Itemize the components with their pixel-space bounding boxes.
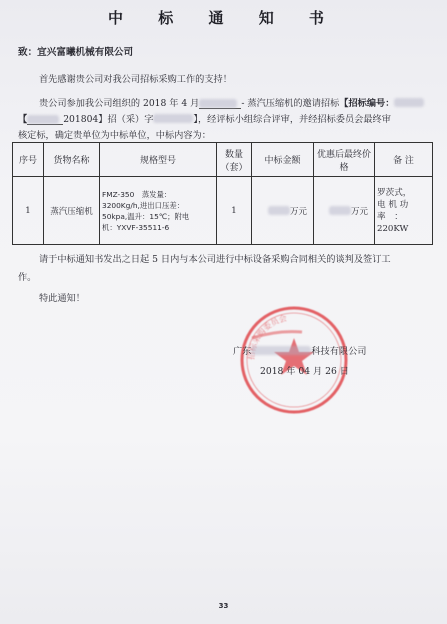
company-seal [232,298,356,422]
redacted-blank [27,115,63,125]
quantity-cell: 1 [217,177,252,245]
remark-line: 罗茨式， [377,187,412,198]
paragraph-2-line-2: 作。 [18,272,37,283]
redacted-amount [268,206,290,215]
paragraph-1-line-2 [18,111,391,125]
p1-text-f: 】，经评标小组综合评审，并经招标委员会最终审 [193,114,391,125]
header-cell: 序号 [13,143,44,177]
p1-text-c: 【招标编号： [339,98,395,109]
spec-cell [100,177,217,245]
header-cell: 备 注 [375,143,433,177]
remark-cell [375,177,433,245]
page-number: 33 [218,602,229,610]
redacted-number [394,98,424,107]
signer-prefix: 广东 [233,346,252,357]
signer-company [233,343,367,357]
redacted-amount [329,206,351,215]
header-cell: 优惠后最终价格 [314,143,375,177]
paragraph-2-line-1: 请于中标通知书发出之日起 5 日内与本公司进行中标设备采购合同相关的谈判及签订工 [39,254,391,265]
paragraph-1-line-3: 核定标，确定贵单位为中标单位，中标内容为： [18,130,211,141]
table-row [13,177,433,245]
header-cell: 规格型号 [100,143,217,177]
spec-line: FMZ-350 蒸发量： [102,189,172,199]
final-unit: 万元 [350,206,368,217]
header-cell: 货物名称 [44,143,100,177]
p1-text-b: - 蒸汽压缩机的邀请招标 [241,98,340,109]
redacted-code [153,114,193,123]
spec-line: 3200Kg/h,进出口压差： [102,200,185,210]
table-header-row [13,143,433,177]
remark-line: 220KW [377,223,409,234]
thanks-line: 首先感谢贵公司对我公司招标采购工作的支持！ [39,74,232,85]
p1-text-e: 201804】招（采）字 [63,114,154,125]
award-table [12,142,433,245]
header-cell: 数量（套） [217,143,252,177]
document-title: 中 标 通 知 书 [108,9,339,27]
remark-line: 率 ： [377,211,403,222]
redacted-blank [199,99,241,109]
seal-text: 招标采购委员会 [246,313,288,361]
row-number: 1 [13,177,44,245]
remark-line: 电 机 功 [377,199,409,210]
recipient-line: 致：宜兴富曦机械有限公司 [18,47,134,58]
amount-unit: 万元 [289,206,307,217]
spec-line: 机：YXVF-35511-6 [102,222,170,232]
goods-name: 蒸汽压缩机 [44,177,100,245]
final-price-cell [314,177,375,245]
paragraph-1-line-1 [39,95,424,109]
header-cell: 中标金额 [252,143,314,177]
redacted-company-name [251,346,311,355]
signer-suffix: 科技有限公司 [311,346,367,357]
p1-text-a: 贵公司参加我公司组织的 2018 年 4 月 [39,98,200,109]
closing-line: 特此通知！ [39,293,85,304]
p1-text-d: 【 [18,114,28,125]
spec-line: 50kpa,温升：15℃；附电 [102,211,190,221]
award-amount-cell [252,177,314,245]
signature-date: 2018 年 04 月 26 日 [260,366,349,377]
